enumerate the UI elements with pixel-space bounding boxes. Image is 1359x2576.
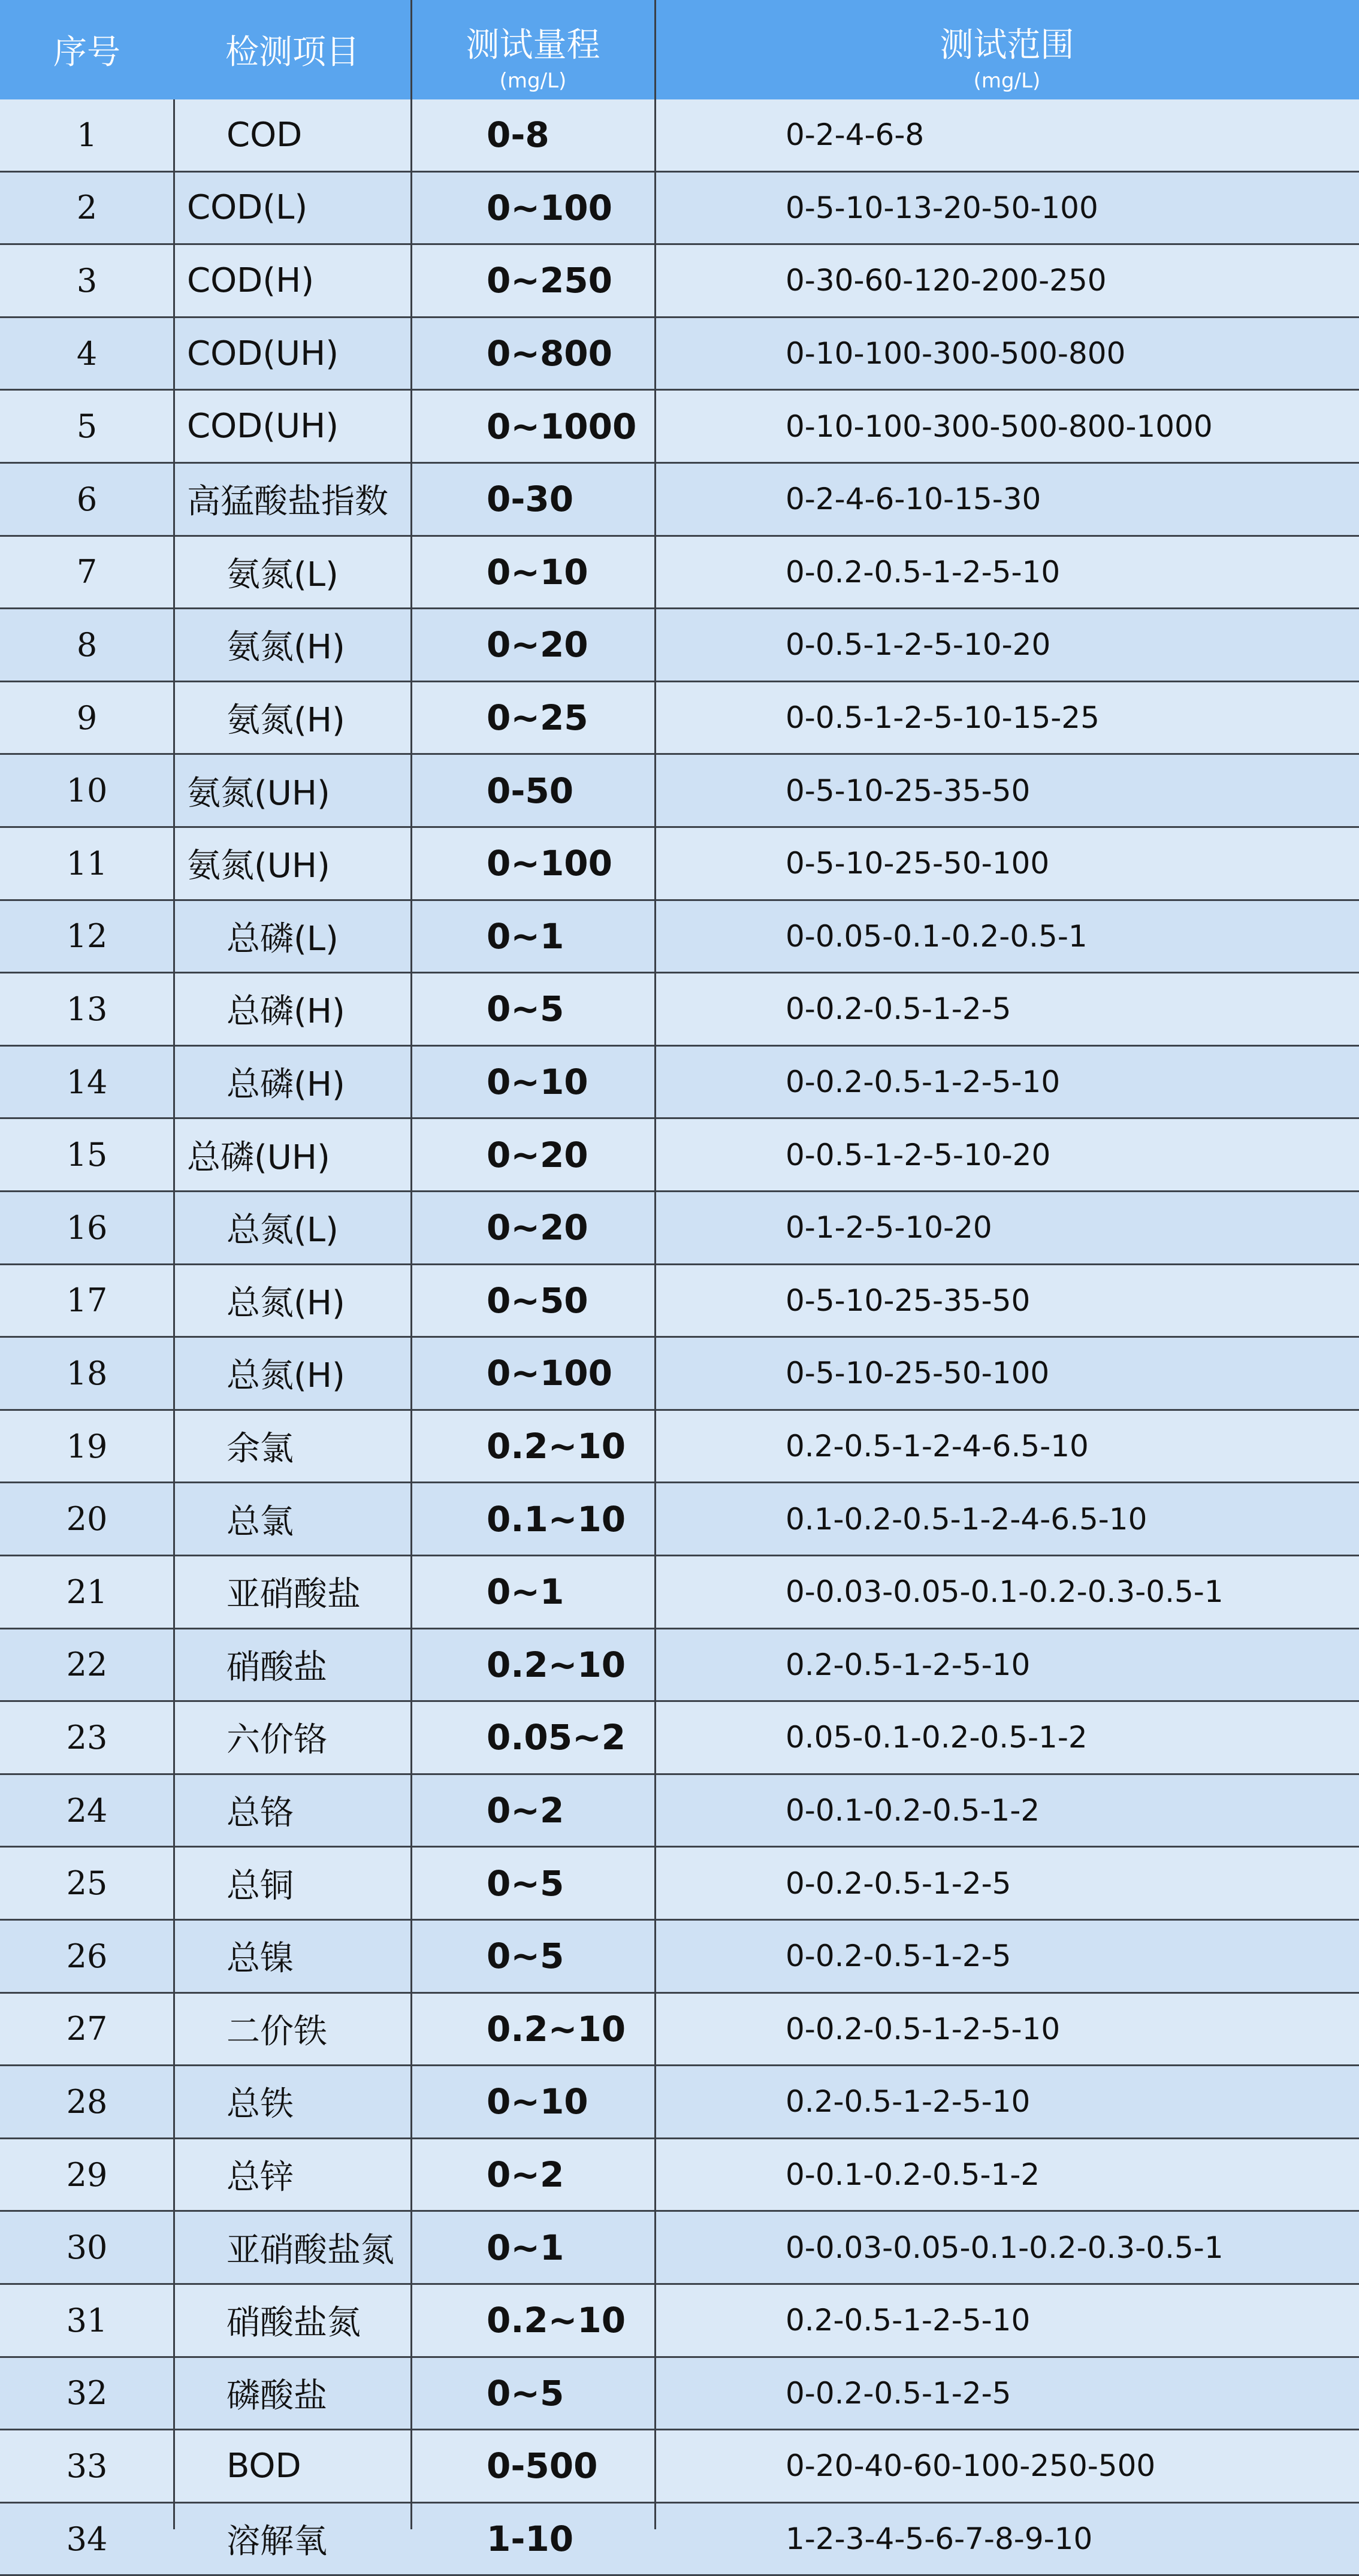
table-row: [0, 1265, 1359, 1338]
item-name: 磷酸盐: [226, 2376, 327, 2415]
row-number: 29: [66, 2155, 108, 2194]
header-item-label: 检测项目: [225, 33, 360, 72]
header-scale: [411, 0, 655, 99]
table-row: [0, 1411, 1359, 1484]
table-row: [0, 2504, 1359, 2576]
item-name: 总磷(H): [226, 992, 345, 1032]
row-number: 20: [66, 1500, 108, 1538]
test-scale: 0-50: [487, 770, 574, 811]
row-number: 23: [66, 1718, 108, 1756]
test-scale: 0~20: [487, 624, 588, 666]
test-scale: 0-30: [487, 479, 574, 520]
test-scale: 0~25: [487, 697, 588, 739]
table-row: [0, 2285, 1359, 2358]
item-name: 总氯: [226, 1502, 294, 1541]
test-scale: 0~250: [487, 260, 613, 301]
test-scale: 0.2~10: [487, 1426, 626, 1467]
row-number: 31: [66, 2301, 108, 2339]
item-name: COD(H): [187, 261, 315, 300]
row-number: 24: [66, 1791, 108, 1830]
header-scale-label: 测试量程: [466, 26, 600, 65]
row-number: 30: [66, 2229, 108, 2267]
test-scale: 0.05~2: [487, 1717, 626, 1758]
row-number: 34: [66, 2520, 108, 2558]
table-row: [0, 1556, 1359, 1629]
test-range: 0-2-4-6-8: [786, 117, 925, 153]
test-range: 0-0.5-1-2-5-10-20: [786, 1137, 1051, 1172]
row-number: 28: [66, 2082, 108, 2121]
test-range: 0-10-100-300-500-800: [786, 336, 1126, 371]
test-scale: 0~100: [487, 1353, 613, 1394]
item-name: 总氮(L): [226, 1211, 339, 1250]
table-row: [0, 1047, 1359, 1120]
test-scale: 0~10: [487, 2081, 588, 2123]
row-number: 21: [66, 1573, 108, 1611]
header-no-label: 序号: [53, 33, 120, 72]
table-row: [0, 828, 1359, 901]
table-row: [0, 2212, 1359, 2285]
row-number: 13: [66, 990, 108, 1028]
test-scale: 1-10: [487, 2518, 574, 2560]
test-range: 0-0.2-0.5-1-2-5: [786, 991, 1011, 1027]
table-row: [0, 1848, 1359, 1921]
item-name: 总磷(L): [226, 919, 339, 959]
item-name: 总氮(H): [226, 1356, 345, 1396]
test-range: 0-5-10-25-35-50: [786, 773, 1031, 808]
row-number: 18: [66, 1354, 108, 1392]
table-row: [0, 99, 1359, 173]
item-name: BOD: [226, 2446, 301, 2486]
table-row: [0, 1994, 1359, 2067]
test-scale: 0~2: [487, 2154, 564, 2196]
test-range: 0-0.2-0.5-1-2-5-10: [786, 554, 1061, 589]
row-number: 26: [66, 1937, 108, 1975]
test-range: 0-2-4-6-10-15-30: [786, 482, 1041, 517]
test-range: 0-0.2-0.5-1-2-5-10: [786, 1065, 1061, 1100]
table-row: [0, 173, 1359, 246]
test-range: 0-0.2-0.5-1-2-5: [786, 2375, 1011, 2411]
test-range: 0.2-0.5-1-2-5-10: [786, 1647, 1031, 1682]
table-header: [0, 0, 1359, 99]
test-range: 0.2-0.5-1-2-4-6.5-10: [786, 1429, 1089, 1464]
test-scale: 0~100: [487, 187, 613, 228]
item-name: 总铁: [226, 2085, 294, 2124]
test-range: 0-5-10-13-20-50-100: [786, 190, 1098, 225]
test-scale: 0~1: [487, 2227, 564, 2268]
row-number: 4: [76, 334, 98, 373]
table-row: [0, 537, 1359, 610]
test-range: 0-0.05-0.1-0.2-0.5-1: [786, 918, 1088, 954]
test-range: 0-0.5-1-2-5-10-15-25: [786, 700, 1100, 736]
item-name: 高猛酸盐指数: [187, 482, 388, 522]
test-range: 0-0.2-0.5-1-2-5: [786, 1939, 1011, 1974]
test-range: 0.05-0.1-0.2-0.5-1-2: [786, 1720, 1088, 1755]
test-range: 0-5-10-25-50-100: [786, 846, 1050, 881]
test-scale: 0.2~10: [487, 2300, 626, 2341]
row-number: 27: [66, 2010, 108, 2048]
row-number: 22: [66, 1646, 108, 1684]
header-no: [0, 0, 174, 99]
item-name: COD: [226, 115, 303, 155]
row-number: 17: [66, 1281, 108, 1320]
row-number: 10: [66, 772, 108, 810]
item-name: 溶解氧: [226, 2522, 327, 2562]
item-name: 硝酸盐氮: [226, 2303, 361, 2343]
test-range: 0-0.03-0.05-0.1-0.2-0.3-0.5-1: [786, 2230, 1224, 2265]
test-scale: 0~1: [487, 915, 564, 957]
table-row: [0, 1483, 1359, 1556]
item-name: 总氮(H): [226, 1283, 345, 1323]
item-name: 氨氮(UH): [187, 846, 330, 886]
item-name: 二价铁: [226, 2012, 327, 2051]
test-scale: 0.2~10: [487, 1644, 626, 1685]
table-row: [0, 1338, 1359, 1411]
row-number: 25: [66, 1864, 108, 1903]
row-number: 15: [66, 1136, 108, 1174]
table-row: [0, 1921, 1359, 1994]
test-range: 0-5-10-25-35-50: [786, 1283, 1031, 1318]
row-number: 8: [76, 625, 98, 664]
test-range: 0-0.5-1-2-5-10-20: [786, 627, 1051, 663]
test-scale: 0~20: [487, 1207, 588, 1248]
test-range: 0-0.1-0.2-0.5-1-2: [786, 1793, 1040, 1828]
table-row: [0, 464, 1359, 537]
header-range-label: 测试范围: [940, 26, 1074, 65]
row-number: 6: [76, 480, 98, 518]
item-name: 总磷(UH): [187, 1138, 330, 1177]
item-name: 氨氮(UH): [187, 773, 330, 813]
row-number: 2: [76, 189, 98, 227]
table-row: [0, 1702, 1359, 1775]
table-row: [0, 391, 1359, 464]
test-range: 0-20-40-60-100-250-500: [786, 2448, 1156, 2484]
test-scale: 0~1000: [487, 406, 637, 447]
item-name: 氨氮(H): [226, 628, 345, 667]
test-scale: 0~20: [487, 1134, 588, 1175]
item-name: 总磷(H): [226, 1065, 345, 1105]
test-range: 0-0.2-0.5-1-2-5-10: [786, 2011, 1061, 2046]
table-row: [0, 245, 1359, 318]
test-range: 0-0.1-0.2-0.5-1-2: [786, 2157, 1040, 2193]
item-name: 亚硝酸盐氮: [226, 2230, 394, 2270]
row-number: 12: [66, 917, 108, 956]
test-scale: 0~1: [487, 1571, 564, 1613]
test-range: 0-0.03-0.05-0.1-0.2-0.3-0.5-1: [786, 1574, 1224, 1610]
row-number: 9: [76, 699, 98, 737]
test-range: 0.1-0.2-0.5-1-2-4-6.5-10: [786, 1501, 1147, 1537]
item-name: 六价铬: [226, 1721, 327, 1760]
column-divider: [654, 0, 656, 2529]
test-scale: 0~800: [487, 333, 613, 374]
item-name: 总铜: [226, 1866, 294, 1906]
test-range: 0-5-10-25-50-100: [786, 1356, 1050, 1391]
row-number: 11: [66, 844, 108, 882]
row-number: 14: [66, 1063, 108, 1101]
test-range: 1-2-3-4-5-6-7-8-9-10: [786, 2521, 1093, 2557]
test-scale: 0-8: [487, 114, 549, 156]
row-number: 32: [66, 2374, 108, 2412]
test-scale: 0~5: [487, 2372, 564, 2414]
item-name: 氨氮(L): [226, 555, 339, 594]
column-divider: [410, 0, 412, 2529]
item-name: 总镍: [226, 1939, 294, 1979]
test-scale: 0~2: [487, 1790, 564, 1831]
header-scale-unit: (mg/L): [499, 69, 567, 93]
header-range: [655, 0, 1359, 99]
test-scale: 0~10: [487, 1062, 588, 1103]
table-row: [0, 318, 1359, 391]
table-row: [0, 755, 1359, 828]
table-row: [0, 901, 1359, 974]
table-row: [0, 2066, 1359, 2139]
test-scale: 0~5: [487, 988, 564, 1030]
item-name: 硝酸盐: [226, 1647, 327, 1687]
table-row: [0, 1192, 1359, 1265]
table-row: [0, 1775, 1359, 1848]
table-row: [0, 609, 1359, 682]
row-number: 1: [76, 116, 98, 154]
table-row: [0, 2139, 1359, 2212]
row-number: 19: [66, 1427, 108, 1465]
test-scale: 0.1~10: [487, 1498, 626, 1540]
row-number: 16: [66, 1208, 108, 1247]
table-row: [0, 682, 1359, 755]
item-name: COD(L): [187, 188, 308, 228]
table-row: [0, 1629, 1359, 1703]
row-number: 5: [76, 407, 98, 446]
row-number: 7: [76, 553, 98, 591]
test-scale: 0~10: [487, 551, 588, 592]
test-scale: 0~5: [487, 1936, 564, 1977]
row-number: 3: [76, 261, 98, 300]
table-row: [0, 2358, 1359, 2431]
column-divider: [173, 99, 175, 2529]
test-scale: 0~100: [487, 843, 613, 884]
table-row: [0, 2430, 1359, 2504]
item-name: 总铬: [226, 1794, 294, 1833]
item-name: COD(UH): [187, 334, 339, 373]
header-range-unit: (mg/L): [973, 69, 1041, 93]
test-range: 0-30-60-120-200-250: [786, 263, 1107, 298]
test-range: 0-10-100-300-500-800-1000: [786, 409, 1213, 444]
test-scale: 0-500: [487, 2445, 598, 2487]
test-scale: 0~50: [487, 1280, 588, 1321]
header-item: [174, 0, 411, 99]
item-name: 总锌: [226, 2158, 294, 2197]
test-range: 0.2-0.5-1-2-5-10: [786, 2303, 1031, 2338]
test-range: 0.2-0.5-1-2-5-10: [786, 2084, 1031, 2120]
test-scale: 0~5: [487, 1863, 564, 1904]
test-range: 0-0.2-0.5-1-2-5: [786, 1866, 1011, 1901]
item-name: COD(UH): [187, 407, 339, 446]
item-name: 亚硝酸盐: [226, 1575, 361, 1614]
test-scale: 0.2~10: [487, 2008, 626, 2049]
table-row: [0, 973, 1359, 1047]
row-number: 33: [66, 2447, 108, 2485]
test-range: 0-1-2-5-10-20: [786, 1210, 992, 1245]
item-name: 余氯: [226, 1429, 294, 1469]
table-row: [0, 1119, 1359, 1192]
item-name: 氨氮(H): [226, 701, 345, 740]
